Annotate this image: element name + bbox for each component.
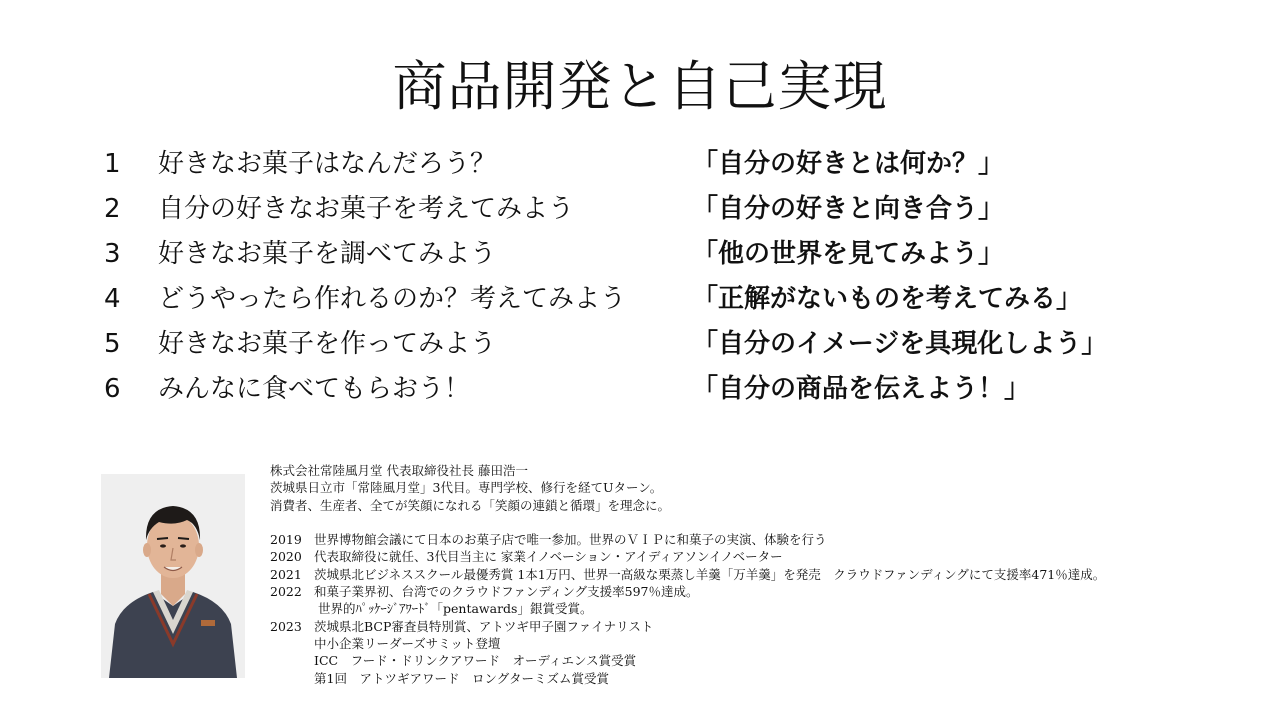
history-year: 2022: [270, 584, 302, 600]
step-number: 4: [104, 284, 121, 314]
step-row: [0, 142, 1280, 186]
step-text: どうやったら作れるのか？考えてみよう: [158, 284, 627, 314]
bio-origin-line: 茨城県日立市「常陸風月堂」3代目。専門学校、修行を経てUターン。: [270, 480, 663, 496]
step-theme: 「正解がないものを考えてみる」: [692, 284, 1083, 314]
profile-photo: [101, 474, 245, 678]
bio-philosophy-line: 消費者、生産者、全てが笑顔になれる「笑顔の連鎖と循環」を理念に。: [270, 497, 671, 513]
step-text: 好きなお菓子を調べてみよう: [158, 239, 497, 269]
history-entry-2022: [270, 583, 1105, 600]
history-entry-2021: [270, 566, 1105, 583]
step-text: 好きなお菓子はなんだろう？: [158, 149, 497, 179]
step-row: [0, 187, 1280, 231]
history-year: 2019: [270, 532, 302, 548]
history-entry-2022-cont: 世界的ﾊﾟｯｹｰｼﾞｱﾜｰﾄﾞ「pentawards」銀賞受賞。: [318, 601, 593, 617]
step-row: [0, 277, 1280, 321]
step-number: 3: [104, 239, 121, 269]
history-entry-2023-cont: ICC フード・ドリンクアワード オーディエンス賞受賞: [314, 653, 637, 669]
step-text: 自分の好きなお菓子を考えてみよう: [158, 194, 575, 224]
step-row: [0, 367, 1280, 411]
history-text: 代表取締役に就任、3代目当主に 家業イノベーション・アイディアソンイノベーター: [314, 549, 783, 565]
step-theme: 「他の世界を見てみよう」: [692, 239, 1005, 269]
step-text: みんなに食べてもらおう！: [158, 374, 471, 404]
page-title: 商品開発と自己実現: [392, 55, 888, 118]
step-row: [0, 232, 1280, 276]
step-number: 6: [104, 374, 121, 404]
history-text: 和菓子業界初、台湾でのクラウドファンディング支援率597％達成。: [314, 584, 699, 600]
step-row: [0, 322, 1280, 366]
profile-bio: [270, 462, 1105, 687]
history-text: 茨城県北BCP審査員特別賞、アトツギ甲子園ファイナリスト: [314, 618, 654, 634]
history-entry-2023-cont: 中小企業リーダーズサミット登壇: [314, 635, 501, 651]
history-entry-2020: [270, 548, 1105, 565]
step-theme: 「自分の商品を伝えよう！」: [692, 374, 1031, 404]
step-number: 2: [104, 194, 121, 224]
portrait-illustration: [101, 474, 245, 678]
history-text: 世界博物館会議にて日本のお菓子店で唯一参加。世界のＶＩＰに和菓子の実演、体験を行う: [314, 532, 827, 548]
bio-name-line: 株式会社常陸風月堂 代表取締役社長 藤田浩一: [270, 463, 528, 478]
history-year: 2021: [270, 566, 302, 582]
step-theme: 「自分の好きと向き合う」: [692, 194, 1005, 224]
history-text: 茨城県北ビジネススクール最優秀賞 1本1万円、世界一高級な栗蒸し羊羹「万羊羹」を発売 クラウドファンディングにて支援率471％達成。: [314, 566, 1106, 582]
history-year: 2020: [270, 549, 302, 565]
step-number: 5: [104, 329, 121, 359]
step-number: 1: [104, 149, 121, 179]
history-entry-2023-cont: 第1回 アトツギアワード ロングターミズム賞受賞: [314, 670, 609, 686]
step-theme: 「自分のイメージを具現化しよう」: [692, 329, 1108, 359]
step-theme: 「自分の好きとは何か？」: [692, 149, 1005, 179]
step-text: 好きなお菓子を作ってみよう: [158, 329, 497, 359]
history-entry-2019: [270, 531, 1105, 548]
history-year: 2023: [270, 618, 302, 634]
history-entry-2023: [270, 618, 1105, 635]
